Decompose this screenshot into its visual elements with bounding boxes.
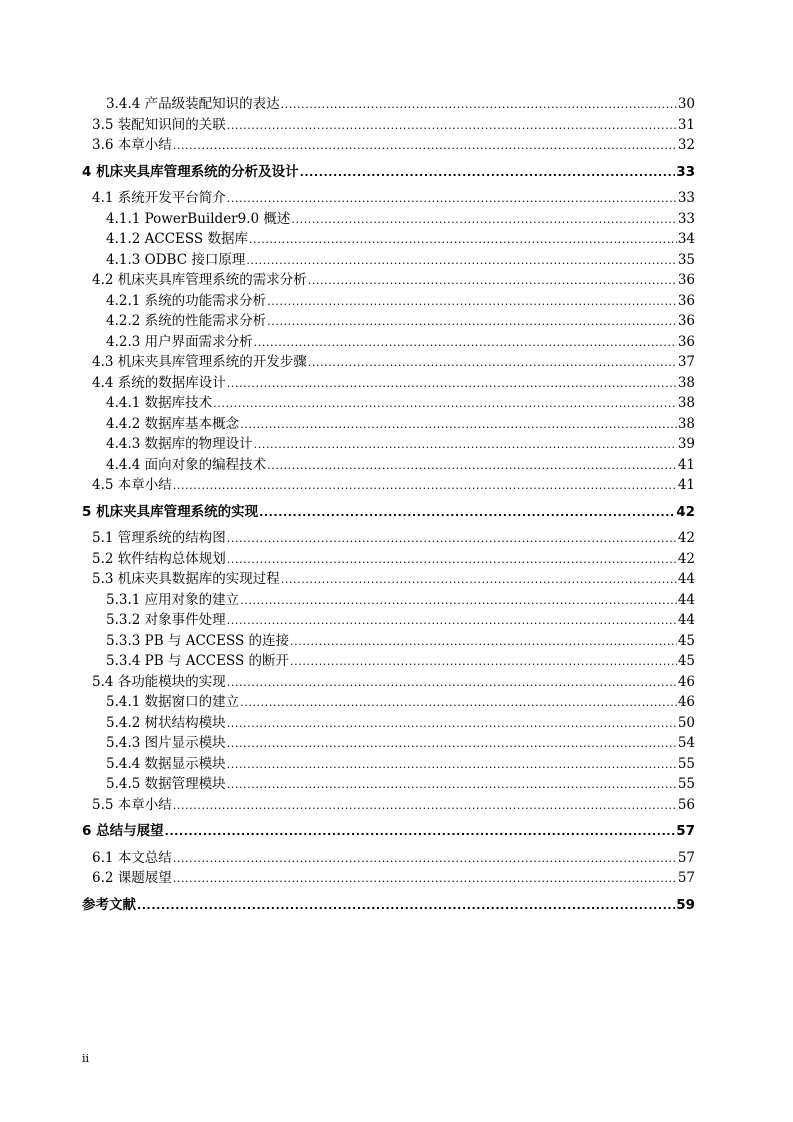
toc-entry-page: 33 <box>676 163 695 180</box>
toc-entry-page: 55 <box>677 776 695 792</box>
toc-entry[interactable] <box>82 848 695 869</box>
toc-entry-title: 5.2 软件结构总体规划 <box>92 550 226 567</box>
dot-leader <box>290 651 677 673</box>
dot-leader <box>267 455 677 477</box>
toc-entry-title: 4.4.3 数据库的物理设计 <box>106 436 253 452</box>
toc-entry-page: 36 <box>677 292 695 309</box>
toc-entry-title: 4.5 本章小结 <box>92 477 172 493</box>
table-of-contents <box>82 94 695 921</box>
toc-entry-title: 参考文献 <box>82 896 136 913</box>
dot-leader <box>227 610 677 632</box>
toc-entry[interactable] <box>82 162 695 183</box>
dot-leader <box>173 135 677 157</box>
toc-entry[interactable] <box>82 229 695 250</box>
toc-entry[interactable] <box>82 373 695 394</box>
toc-entry-title: 5.3.1 应用对象的建立 <box>106 591 240 608</box>
toc-entry-page: 36 <box>677 333 695 350</box>
toc-entry-title: 5 机床夹具库管理系统的实现 <box>82 503 259 520</box>
dot-leader <box>308 270 677 292</box>
toc-entry[interactable] <box>82 754 695 775</box>
toc-entry[interactable] <box>82 569 695 590</box>
toc-entry-title: 6.1 本文总结 <box>92 849 172 866</box>
toc-entry-page: 56 <box>677 796 695 813</box>
toc-entry[interactable] <box>82 115 695 136</box>
toc-entry-page: 41 <box>677 456 695 473</box>
toc-entry-page: 59 <box>676 896 695 913</box>
toc-entry-page: 30 <box>677 96 695 112</box>
toc-entry-title: 5.3 机床夹具数据库的实现过程 <box>92 571 280 587</box>
toc-entry-page: 32 <box>677 137 695 153</box>
toc-entry-title: 3.6 本章小结 <box>92 137 172 153</box>
toc-entry-title: 4.1 系统开发平台简介 <box>92 190 226 206</box>
dot-leader <box>300 162 676 184</box>
toc-entry-page: 57 <box>677 849 695 866</box>
toc-entry[interactable] <box>82 631 695 652</box>
toc-entry-title: 4.4 系统的数据库设计 <box>92 374 226 391</box>
toc-entry-title: 5.4.5 数据管理模块 <box>106 776 226 792</box>
dot-leader <box>227 188 677 210</box>
dot-leader <box>173 795 677 817</box>
toc-entry[interactable] <box>82 651 695 672</box>
toc-entry-title: 3.5 装配知识间的关联 <box>92 116 226 133</box>
toc-entry-title: 6.2 课题展望 <box>92 870 172 886</box>
dot-leader <box>227 713 677 735</box>
toc-entry[interactable] <box>82 94 695 115</box>
toc-entry-title: 4.3 机床夹具库管理系统的开发步骤 <box>92 354 307 370</box>
toc-entry-title: 5.4.3 图片显示模块 <box>106 735 226 751</box>
toc-entry[interactable] <box>82 270 695 291</box>
toc-entry[interactable] <box>82 434 695 455</box>
toc-entry-page: 44 <box>677 571 695 587</box>
toc-entry[interactable] <box>82 502 695 523</box>
toc-entry-page: 44 <box>677 612 695 628</box>
toc-entry[interactable] <box>82 692 695 713</box>
toc-entry-page: 55 <box>677 755 695 772</box>
toc-entry[interactable] <box>82 209 695 230</box>
toc-entry-page: 36 <box>677 272 695 288</box>
toc-entry[interactable] <box>82 311 695 332</box>
toc-entry-page: 57 <box>676 823 695 839</box>
toc-entry-title: 3.4.4 产品级装配知识的表达 <box>106 96 280 112</box>
toc-entry-title: 4.2.1 系统的功能需求分析 <box>106 292 267 309</box>
toc-entry-title: 4.2.2 系统的性能需求分析 <box>106 313 267 329</box>
dot-leader <box>240 692 677 714</box>
toc-entry-title: 5.4.4 数据显示模块 <box>106 755 226 772</box>
toc-entry-title: 4.1.2 ACCESS 数据库 <box>106 231 248 247</box>
toc-entry-page: 38 <box>677 395 695 411</box>
toc-entry[interactable] <box>82 672 695 693</box>
dot-leader <box>165 821 676 843</box>
dot-leader <box>227 672 677 694</box>
toc-entry[interactable] <box>82 455 695 476</box>
toc-entry[interactable] <box>82 795 695 816</box>
toc-entry-page: 42 <box>677 530 695 546</box>
toc-entry-page: 31 <box>677 116 695 133</box>
toc-entry-title: 5.3.4 PB 与 ACCESS 的断开 <box>106 653 290 669</box>
toc-entry[interactable] <box>82 250 695 271</box>
toc-entry[interactable] <box>82 188 695 209</box>
dot-leader <box>290 631 677 653</box>
toc-entry-title: 4.1.1 PowerBuilder9.0 概述 <box>106 210 291 227</box>
toc-entry[interactable] <box>82 291 695 312</box>
dot-leader <box>240 590 677 612</box>
toc-entry-page: 57 <box>677 870 695 886</box>
toc-entry[interactable] <box>82 393 695 414</box>
dot-leader <box>227 549 677 571</box>
toc-entry-title: 6 总结与展望 <box>82 823 164 839</box>
toc-entry-page: 38 <box>677 374 695 391</box>
toc-entry-title: 5.3.3 PB 与 ACCESS 的连接 <box>106 632 290 649</box>
toc-entry-title: 4 机床夹具库管理系统的分析及设计 <box>82 163 299 180</box>
dot-leader <box>254 434 677 456</box>
toc-entry-page: 39 <box>677 436 695 452</box>
dot-leader <box>267 291 677 313</box>
dot-leader <box>259 502 675 524</box>
toc-entry-page: 37 <box>677 354 695 370</box>
toc-entry-title: 4.1.3 ODBC 接口原理 <box>106 251 246 268</box>
page-number: ii <box>82 1052 90 1065</box>
toc-entry-page: 42 <box>677 550 695 567</box>
toc-entry[interactable] <box>82 135 695 156</box>
toc-entry-page: 46 <box>677 694 695 710</box>
dot-leader <box>227 733 677 755</box>
toc-entry-page: 46 <box>677 673 695 690</box>
toc-entry[interactable] <box>82 414 695 435</box>
dot-leader <box>240 414 677 436</box>
dot-leader <box>227 774 677 796</box>
toc-entry-title: 4.4.1 数据库技术 <box>106 395 213 411</box>
toc-entry-title: 4.2 机床夹具库管理系统的需求分析 <box>92 272 307 288</box>
toc-entry[interactable] <box>82 332 695 353</box>
toc-entry-title: 4.4.4 面向对象的编程技术 <box>106 456 267 473</box>
toc-entry[interactable] <box>82 590 695 611</box>
toc-entry[interactable] <box>82 549 695 570</box>
dot-leader <box>308 352 677 374</box>
toc-entry-page: 54 <box>677 735 695 751</box>
toc-entry-page: 35 <box>677 251 695 268</box>
toc-entry[interactable] <box>82 528 695 549</box>
toc-entry[interactable] <box>82 713 695 734</box>
toc-entry-title: 5.4 各功能模块的实现 <box>92 673 226 690</box>
toc-entry-page: 45 <box>677 632 695 649</box>
dot-leader <box>227 528 677 550</box>
toc-entry-title: 5.1 管理系统的结构图 <box>92 530 226 546</box>
toc-entry[interactable] <box>82 610 695 631</box>
dot-leader <box>281 569 677 591</box>
toc-entry-page: 34 <box>677 231 695 247</box>
toc-entry[interactable] <box>82 774 695 795</box>
toc-entry-page: 44 <box>677 591 695 608</box>
toc-entry-title: 5.4.2 树状结构模块 <box>106 714 226 731</box>
toc-entry-page: 42 <box>676 503 695 520</box>
toc-entry-page: 45 <box>677 653 695 669</box>
dot-leader <box>227 373 677 395</box>
toc-entry[interactable] <box>82 821 695 842</box>
dot-leader <box>291 209 676 231</box>
toc-entry-title: 4.2.3 用户界面需求分析 <box>106 333 253 350</box>
dot-leader <box>281 94 677 116</box>
toc-entry-title: 5.3.2 对象事件处理 <box>106 612 226 628</box>
dot-leader <box>254 332 677 354</box>
toc-entry-title: 5.5 本章小结 <box>92 796 172 813</box>
toc-entry[interactable] <box>82 733 695 754</box>
toc-entry-page: 33 <box>677 190 695 206</box>
dot-leader <box>213 393 677 415</box>
toc-entry-title: 5.4.1 数据窗口的建立 <box>106 694 240 710</box>
toc-entry[interactable] <box>82 475 695 496</box>
toc-entry[interactable] <box>82 868 695 889</box>
dot-leader <box>267 311 677 333</box>
dot-leader <box>137 895 675 917</box>
dot-leader <box>173 848 677 870</box>
toc-entry-page: 50 <box>677 714 695 731</box>
dot-leader <box>227 115 677 137</box>
toc-entry-page: 38 <box>677 415 695 432</box>
toc-entry[interactable] <box>82 895 695 916</box>
dot-leader <box>173 868 677 890</box>
toc-entry-page: 33 <box>677 210 695 227</box>
dot-leader <box>246 250 676 272</box>
dot-leader <box>249 229 677 251</box>
toc-entry-page: 36 <box>677 313 695 329</box>
toc-entry-title: 4.4.2 数据库基本概念 <box>106 415 240 432</box>
dot-leader <box>227 754 677 776</box>
toc-entry[interactable] <box>82 352 695 373</box>
toc-entry-page: 41 <box>677 477 695 493</box>
dot-leader <box>173 475 677 497</box>
